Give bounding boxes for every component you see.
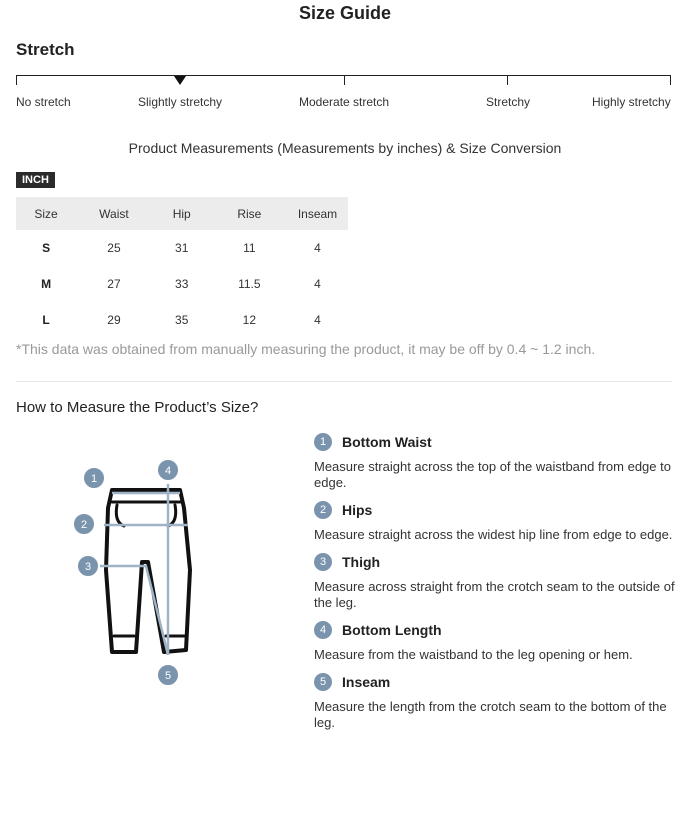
inseam-cell: 4: [314, 241, 321, 255]
stretch-tick: [16, 75, 17, 85]
stretch-level-slight: Slightly stretchy: [138, 95, 223, 109]
col-header-waist: Waist: [76, 197, 152, 230]
step-description: Measure straight across the widest hip line from edge to edge.: [314, 527, 673, 542]
measurements-heading: Product Measurements (Measurements by inches) & Size Conversion: [128, 140, 562, 156]
page-title: Size Guide: [298, 3, 392, 23]
diagram-marker-2: [73, 513, 95, 535]
diagram-marker-3: [77, 555, 99, 577]
rise-cell: 12: [242, 313, 257, 327]
waist-cell: 25: [107, 241, 121, 255]
size-table: [16, 197, 348, 338]
how-to-measure-heading: How to Measure the Product’s Size?: [16, 399, 259, 416]
size-cell: M: [41, 277, 52, 291]
stretch-level-stretchy: Stretchy: [486, 95, 531, 109]
inseam-cell: 4: [314, 313, 321, 327]
col-header-rise: Rise: [212, 197, 287, 230]
unit-badge: INCH: [16, 172, 55, 188]
step-title: Bottom Waist: [342, 434, 432, 450]
rise-cell: 11: [243, 241, 256, 255]
step-title: Thigh: [342, 554, 381, 570]
svg-text:4: 4: [164, 465, 172, 477]
step-title: Hips: [342, 502, 373, 518]
stretch-tick: [670, 75, 671, 85]
measure-steps: [314, 432, 676, 740]
table-header-row: [16, 197, 348, 230]
col-header-size: Size: [16, 197, 76, 230]
size-cell: S: [42, 241, 51, 255]
col-header-hip: Hip: [152, 197, 212, 230]
svg-text:2: 2: [80, 519, 88, 531]
inseam-cell: 4: [314, 277, 321, 291]
step-number-badge: 3: [314, 553, 332, 571]
diagram-marker-5: [157, 664, 179, 686]
step-number-badge: 2: [314, 501, 332, 519]
waist-cell: 27: [107, 277, 121, 291]
stretch-tick: [507, 75, 508, 85]
step-title: Bottom Length: [342, 622, 442, 638]
table-row: [16, 230, 348, 266]
hip-cell: 35: [175, 313, 189, 327]
step-description: Measure straight across the top of the waistband from edge to edge.: [314, 459, 671, 490]
step-description: Measure from the waistband to the leg opening or hem.: [314, 647, 633, 662]
pants-diagram: [70, 450, 210, 695]
svg-text:1: 1: [90, 473, 98, 485]
stretch-level-high: Highly stretchy: [592, 95, 671, 109]
rise-cell: 11.5: [238, 277, 261, 291]
step-number-badge: 5: [314, 673, 332, 691]
hip-cell: 31: [175, 241, 189, 255]
size-cell: L: [42, 313, 50, 327]
col-header-inseam: Inseam: [287, 197, 348, 230]
step-thigh: [314, 552, 676, 611]
measurement-disclaimer: *This data was obtained from manually measuring the product, it may be off by 0.4 ~ 1.2 inch.: [16, 341, 596, 357]
step-bottom-waist: [314, 432, 676, 491]
step-description: Measure the length from the crotch seam to the bottom of the leg.: [314, 699, 667, 730]
step-bottom-length: [314, 620, 676, 663]
svg-text:3: 3: [84, 561, 92, 573]
stretch-selected-marker-icon: [174, 76, 186, 85]
stretch-level-none: No stretch: [16, 95, 71, 109]
diagram-marker-1: [83, 467, 105, 489]
svg-text:5: 5: [164, 670, 172, 682]
step-hips: [314, 500, 676, 543]
step-inseam: [314, 672, 676, 731]
table-row: [16, 302, 348, 338]
stretch-level-moderate: Moderate stretch: [299, 95, 390, 109]
step-number-badge: 1: [314, 433, 332, 451]
step-title: Inseam: [342, 674, 391, 690]
stretch-heading: Stretch: [16, 40, 75, 59]
section-divider: [16, 381, 672, 382]
step-description: Measure across straight from the crotch seam to the outside of the leg.: [314, 579, 675, 610]
inseam-measure-line: [146, 566, 168, 655]
waist-cell: 29: [107, 313, 121, 327]
diagram-marker-4: [157, 459, 179, 481]
step-number-badge: 4: [314, 621, 332, 639]
hip-cell: 33: [175, 277, 189, 291]
stretch-tick: [344, 75, 345, 85]
table-row: [16, 266, 348, 302]
